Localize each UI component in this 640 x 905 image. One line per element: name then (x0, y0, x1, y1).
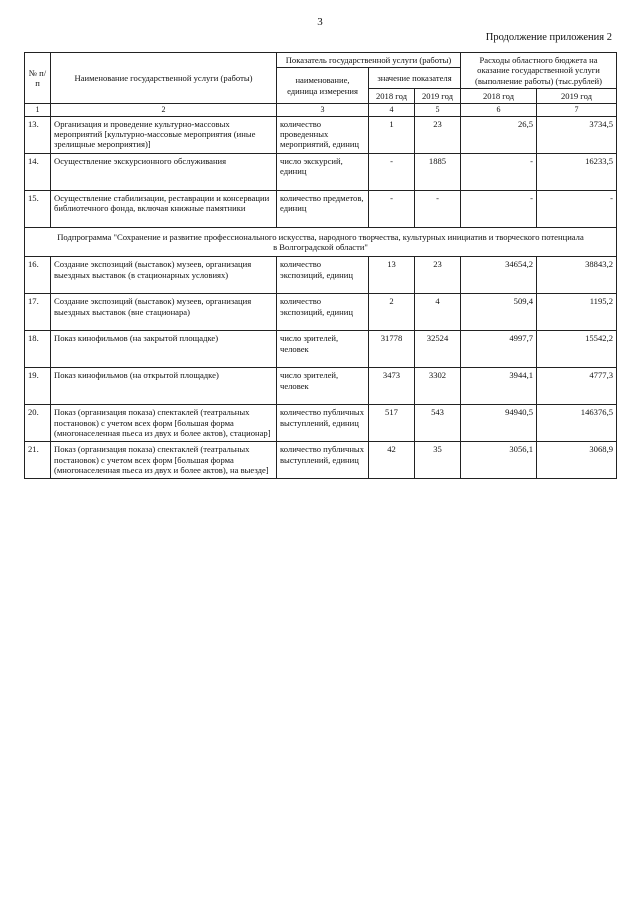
budget-2019: 3068,9 (537, 442, 617, 479)
service-name-cell: Создание экспозиций (выставок) музеев, организация выездных выставок (вне стационара) (51, 294, 277, 331)
indicator-name-cell: количество экспозиций, единиц (277, 257, 369, 294)
row-number: 14. (25, 153, 51, 190)
budget-2019: 1195,2 (537, 294, 617, 331)
indicator-name-cell: число экскурсий, единиц (277, 153, 369, 190)
row-number: 17. (25, 294, 51, 331)
table-row (25, 442, 617, 479)
indicator-value-2018: 31778 (369, 331, 415, 368)
header-value-year-2019: 2019 год (415, 88, 461, 103)
indicator-value-2018: 13 (369, 257, 415, 294)
page-number: 3 (317, 16, 323, 28)
table-row (25, 405, 617, 442)
service-name-cell: Показ кинофильмов (на закрытой площадке) (51, 331, 277, 368)
indicator-value-2019: 32524 (415, 331, 461, 368)
table-row (25, 190, 617, 227)
row-number: 21. (25, 442, 51, 479)
budget-2018: 509,4 (461, 294, 537, 331)
column-number: 7 (537, 104, 617, 117)
indicator-value-2018: 1 (369, 116, 415, 153)
header-number: № п/п (25, 53, 51, 104)
indicator-value-2018: - (369, 190, 415, 227)
budget-2019: - (537, 190, 617, 227)
table-row (25, 368, 617, 405)
header-budget-year-2019: 2019 год (537, 88, 617, 103)
service-name-cell: Показ (организация показа) спектаклей (театральных постановок) с учетом всех форм [большая форма (многонаселенная пьеса из двух и более актов), стационар] (51, 405, 277, 442)
table-body-bottom (25, 257, 617, 479)
indicator-value-2018: 2 (369, 294, 415, 331)
service-name-cell: Осуществление экскурсионного обслуживания (51, 153, 277, 190)
indicator-value-2018: 3473 (369, 368, 415, 405)
indicator-value-2019: 4 (415, 294, 461, 331)
budget-2018: 3944,1 (461, 368, 537, 405)
table-row (25, 331, 617, 368)
header-budget-year-2018: 2018 год (461, 88, 537, 103)
budget-2018: 26,5 (461, 116, 537, 153)
column-number: 5 (415, 104, 461, 117)
indicator-value-2019: 23 (415, 257, 461, 294)
subprogram-section (25, 227, 617, 257)
indicator-name-cell: количество публичных выступлений, единиц (277, 442, 369, 479)
service-name-cell: Осуществление стабилизации, реставрации и консервации библиотечного фонда, включая книжные памятники (51, 190, 277, 227)
indicator-name-cell: количество экспозиций, единиц (277, 294, 369, 331)
row-number: 19. (25, 368, 51, 405)
subprogram-title: Подпрограмма "Сохранение и развитие профессионального искусства, народного творчества, культурных инициатив и творческого потенциала в Волгоградской области" (25, 227, 617, 257)
service-name-cell: Создание экспозиций (выставок) музеев, организация выездных выставок (в стационарных условиях) (51, 257, 277, 294)
budget-2018: 3056,1 (461, 442, 537, 479)
budget-2018: - (461, 190, 537, 227)
table-row (25, 294, 617, 331)
indicator-name-cell: количество предметов, единиц (277, 190, 369, 227)
appendix-continuation-note: Продолжение приложения 2 (485, 32, 612, 43)
header-indicator: Показатель государственной услуги (работы) (277, 53, 461, 68)
row-number: 20. (25, 405, 51, 442)
service-name-cell: Показ (организация показа) спектаклей (театральных постановок) с учетом всех форм [большая форма (многонаселенная пьеса из двух и более актов), на выезде] (51, 442, 277, 479)
row-number: 16. (25, 257, 51, 294)
budget-2019: 38843,2 (537, 257, 617, 294)
budget-2019: 146376,5 (537, 405, 617, 442)
column-number: 4 (369, 104, 415, 117)
header-indicator-name: наименование, единица измерения (277, 68, 369, 104)
column-numbers-row (25, 104, 617, 117)
indicator-value-2019: 3302 (415, 368, 461, 405)
indicator-value-2019: 23 (415, 116, 461, 153)
column-number: 2 (51, 104, 277, 117)
indicator-value-2019: 1885 (415, 153, 461, 190)
column-number: 3 (277, 104, 369, 117)
header-service-name: Наименование государственной услуги (работы) (51, 53, 277, 104)
indicator-name-cell: количество проведенных мероприятий, единиц (277, 116, 369, 153)
budget-2019: 15542,2 (537, 331, 617, 368)
budget-2019: 4777,3 (537, 368, 617, 405)
table-body-top (25, 116, 617, 227)
header-value-year-2018: 2018 год (369, 88, 415, 103)
table-row (25, 153, 617, 190)
budget-2018: 94940,5 (461, 405, 537, 442)
row-number: 13. (25, 116, 51, 153)
service-name-cell: Показ кинофильмов (на открытой площадке) (51, 368, 277, 405)
indicator-name-cell: число зрителей, человек (277, 331, 369, 368)
row-number: 18. (25, 331, 51, 368)
table-row (25, 116, 617, 153)
table-row (25, 257, 617, 294)
indicator-name-cell: число зрителей, человек (277, 368, 369, 405)
header-indicator-value: значение показателя (369, 68, 461, 89)
row-number: 15. (25, 190, 51, 227)
budget-2019: 16233,5 (537, 153, 617, 190)
indicator-name-cell: количество публичных выступлений, единиц (277, 405, 369, 442)
service-name-cell: Организация и проведение культурно-массовых мероприятий [культурно-массовые мероприятия (иные зрелищные мероприятия)] (51, 116, 277, 153)
header-budget: Расходы областного бюджета на оказание государственной услуги (выполнение работы) (тыс.рублей) (461, 53, 617, 89)
budget-2018: 4997,7 (461, 331, 537, 368)
indicator-value-2018: 517 (369, 405, 415, 442)
services-table (24, 52, 617, 479)
budget-2018: 34654,2 (461, 257, 537, 294)
column-number: 1 (25, 104, 51, 117)
indicator-value-2018: 42 (369, 442, 415, 479)
indicator-value-2018: - (369, 153, 415, 190)
indicator-value-2019: 35 (415, 442, 461, 479)
indicator-value-2019: - (415, 190, 461, 227)
budget-2019: 3734,5 (537, 116, 617, 153)
column-number: 6 (461, 104, 537, 117)
indicator-value-2019: 543 (415, 405, 461, 442)
budget-2018: - (461, 153, 537, 190)
